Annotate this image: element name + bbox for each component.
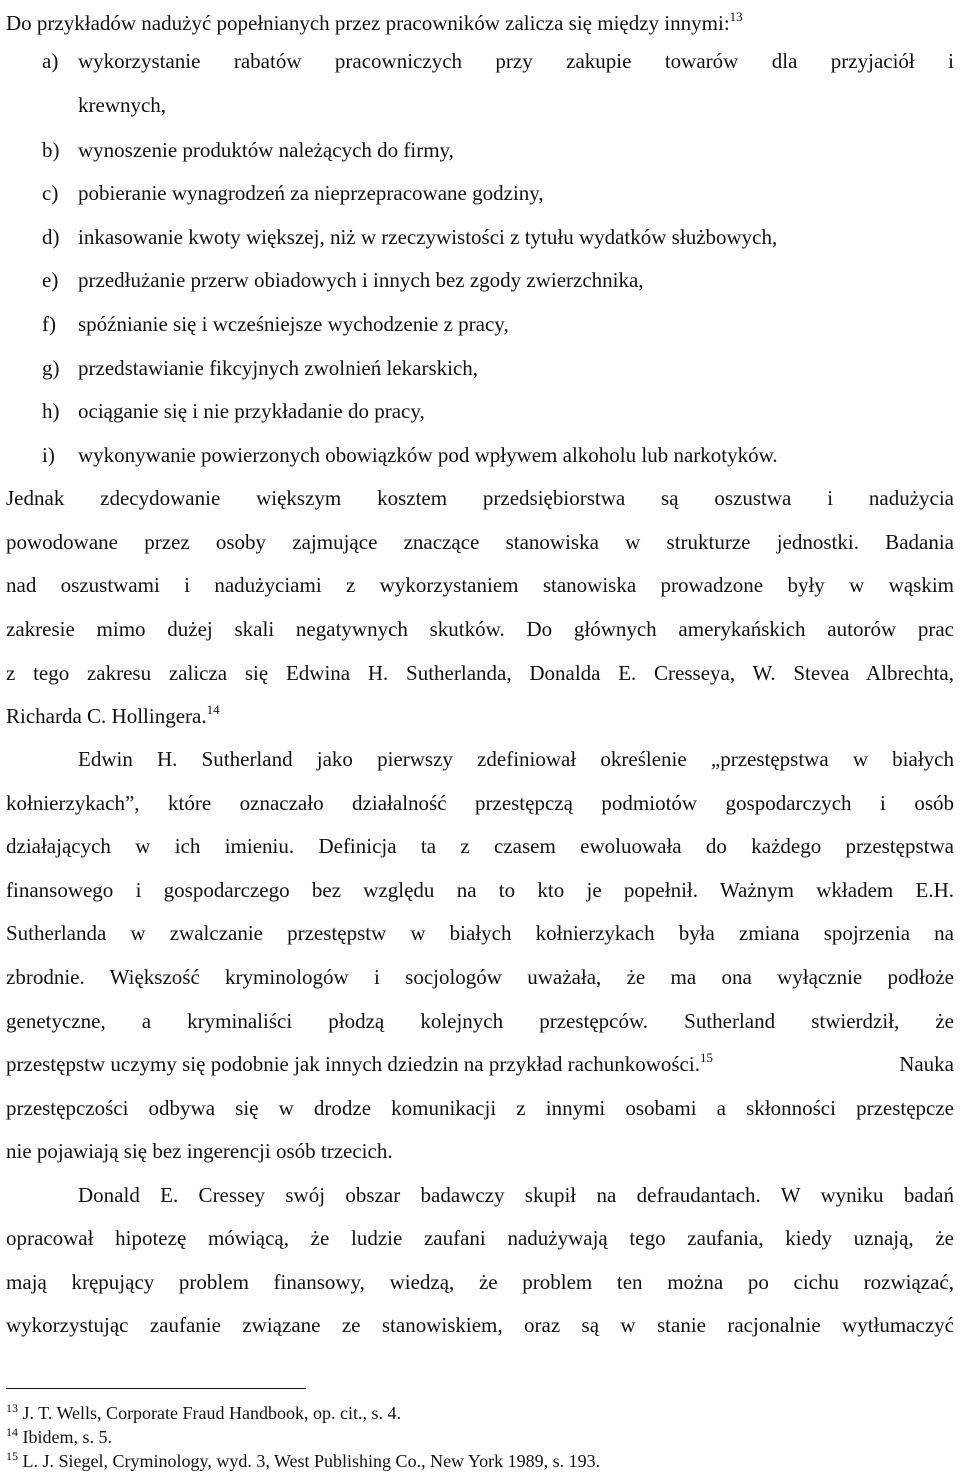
footnote-ref-13: 13 xyxy=(729,9,743,24)
list-label: a) xyxy=(42,49,59,73)
para2-line: Edwin H. Sutherland jako pierwszy zdefiniował określenie „przestępstwa w białych xyxy=(78,747,954,771)
list-label: i) xyxy=(42,443,55,467)
para1-last-line xyxy=(6,703,220,729)
para2-text: Nauka xyxy=(899,1052,954,1076)
para2-line: przestępczości odbywa się w drodze komunikacji z innymi osobami a skłonności przestępcze xyxy=(6,1096,954,1120)
list-label: f) xyxy=(42,312,56,336)
footnote-text: Ibidem, s. 5. xyxy=(22,1427,112,1447)
para2-line: Sutherlanda w zwalczanie przestępstw w białych kołnierzykach była zmiana spojrzenia na xyxy=(6,921,954,945)
list-text: wykonywanie powierzonych obowiązków pod wpływem alkoholu lub narkotyków. xyxy=(78,443,778,467)
para2-line: działających w ich imieniu. Definicja ta z czasem ewoluowała do każdego przestępstwa xyxy=(6,834,954,858)
para2-line: finansowego i gospodarczego bez względu na to kto je popełnił. Ważnym wkładem E.H. xyxy=(6,878,954,902)
footnote-number: 13 xyxy=(6,1401,18,1415)
list-text: wykorzystanie rabatów pracowniczych przy zakupie towarów dla przyjaciół i xyxy=(78,49,954,73)
intro-line xyxy=(6,10,743,36)
footnote-14 xyxy=(6,1426,112,1448)
para3-line: mają krępujący problem finansowy, wiedzą, że problem ten można po cichu rozwiązać, xyxy=(6,1270,954,1294)
footnote-text: J. T. Wells, Corporate Fraud Handbook, op. cit., s. 4. xyxy=(22,1403,402,1423)
list-text: przedstawianie fikcyjnych zwolnień lekarskich, xyxy=(78,356,479,380)
para2-text: przestępstw uczymy się podobnie jak innych dziedzin na przykład rachunkowości. xyxy=(6,1052,700,1076)
list-text: krewnych, xyxy=(78,93,167,117)
list-label: d) xyxy=(42,225,60,249)
para2-ref-segment xyxy=(6,1051,713,1077)
list-text: przedłużanie przerw obiadowych i innych bez zgody zwierzchnika, xyxy=(78,268,644,292)
para3-line: opracował hipotezę mówiącą, że ludzie zaufani nadużywają tego zaufania, kiedy uznają, że xyxy=(6,1226,954,1250)
list-label: h) xyxy=(42,399,60,423)
footnote-ref-14: 14 xyxy=(206,702,220,717)
list-text: wynoszenie produktów należących do firmy, xyxy=(78,138,454,162)
para3-line: Donald E. Cressey swój obszar badawczy skupił na defraudantach. W wyniku badań xyxy=(78,1183,954,1207)
footnote-text: L. J. Siegel, Cryminology, wyd. 3, West Publishing Co., New York 1989, s. 193. xyxy=(22,1451,601,1471)
list-text: ociąganie się i nie przykładanie do pracy, xyxy=(78,399,425,423)
list-text: pobieranie wynagrodzeń za nieprzepracowane godziny, xyxy=(78,181,544,205)
footnote-separator xyxy=(6,1388,306,1389)
footnote-number: 15 xyxy=(6,1449,18,1463)
list-label: c) xyxy=(42,181,59,205)
para3-line: wykorzystując zaufanie związane ze stanowiskiem, oraz są w stanie racjonalnie wytłumaczyć xyxy=(6,1313,954,1337)
list-label: e) xyxy=(42,268,59,292)
list-label: g) xyxy=(42,356,60,380)
para2-line: nie pojawiają się bez ingerencji osób trzecich. xyxy=(6,1139,393,1163)
para2-line: zbrodnie. Większość kryminologów i socjologów uważała, że ma ona wyłącznie podłoże xyxy=(6,965,954,989)
footnote-13 xyxy=(6,1402,401,1424)
list-label: b) xyxy=(42,138,60,162)
para1-line: z tego zakresu zalicza się Edwina H. Sutherlanda, Donalda E. Cresseya, W. Stevea Albrechta, xyxy=(6,661,954,685)
para2-ref-line xyxy=(6,1051,954,1077)
footnote-15 xyxy=(6,1450,600,1472)
footnote-number: 14 xyxy=(6,1425,18,1439)
para1-line: powodowane przez osoby zajmujące znaczące stanowiska w strukturze jednostki. Badania xyxy=(6,530,954,554)
list-text: spóźnianie się i wcześniejsze wychodzenie z pracy, xyxy=(78,312,509,336)
list-item-a xyxy=(6,48,954,74)
para1-line: Jednak zdecydowanie większym kosztem przedsiębiorstwa są oszustwa i nadużycia xyxy=(6,486,954,510)
list-text: inkasowanie kwoty większej, niż w rzeczywistości z tytułu wydatków służbowych, xyxy=(78,225,778,249)
para2-line: kołnierzykach”, które oznaczało działalność przestępczą podmiotów gospodarczych i osób xyxy=(6,791,954,815)
para1-line: zakresie mimo dużej skali negatywnych skutków. Do głównych amerykańskich autorów prac xyxy=(6,617,954,641)
para2-line: genetyczne, a kryminaliści płodzą kolejnych przestępców. Sutherland stwierdził, że xyxy=(6,1009,954,1033)
para1-line: nad oszustwami i nadużyciami z wykorzystaniem stanowiska prowadzone były w wąskim xyxy=(6,573,954,597)
intro-text: Do przykładów nadużyć popełnianych przez pracowników zalicza się między innymi: xyxy=(6,11,730,35)
footnote-ref-15: 15 xyxy=(699,1050,713,1065)
para1-text: Richarda C. Hollingera. xyxy=(6,704,207,728)
